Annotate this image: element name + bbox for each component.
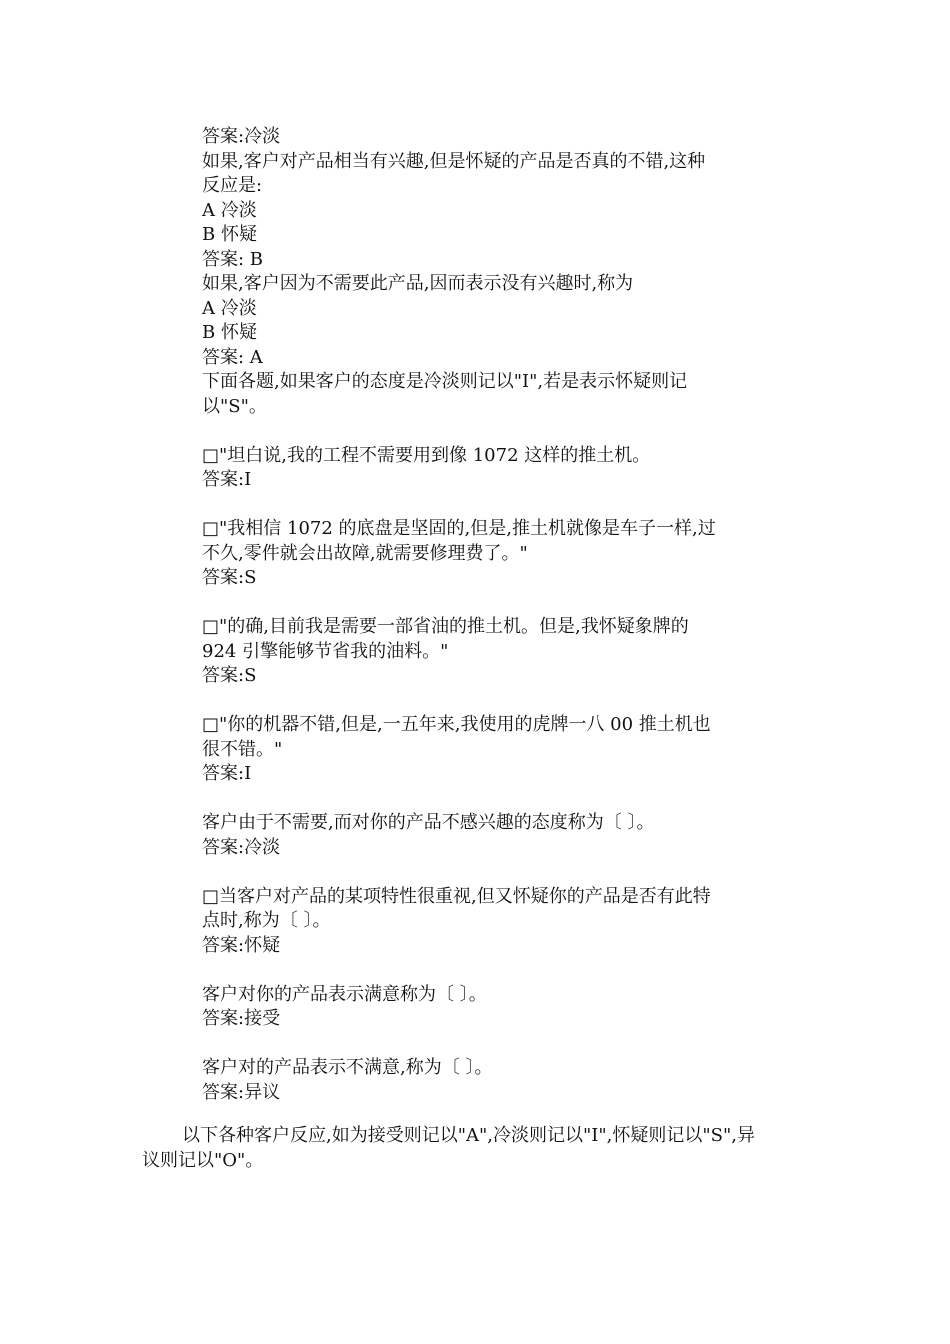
text-line: 很不错。"	[202, 738, 283, 760]
text-line: 答案: B	[202, 248, 264, 270]
text-line: □"我相信 1072 的底盘是坚固的,但是,推土机就像是车子一样,过	[202, 518, 716, 539]
text-line: 答案:接受	[202, 1008, 281, 1029]
text-line: 答案:S	[202, 567, 257, 588]
text-line: 反应是:	[202, 175, 263, 196]
text-line: 点时,称为〔 〕。	[202, 910, 331, 931]
text-line: 答案:I	[202, 469, 252, 490]
text-line: □"你的机器不错,但是,一五年来,我使用的虎牌一八 00 推土机也	[202, 714, 711, 735]
final-paragraph-line-2: 议则记以"O"。	[142, 1149, 264, 1171]
text-line: 答案:冷淡	[202, 836, 281, 858]
blank-line	[202, 689, 762, 714]
blank-line	[202, 860, 762, 885]
text-line: □"坦白说,我的工程不需要用到像 1072 这样的推土机。	[202, 444, 651, 466]
text-line: 答案:S	[202, 665, 257, 686]
blank-line	[202, 419, 762, 444]
text-line: □当客户对产品的某项特性很重视,但又怀疑你的产品是否有此特	[202, 885, 711, 907]
text-line: B 怀疑	[202, 224, 257, 245]
text-line: 客户对的产品表示不满意,称为〔 〕。	[202, 1057, 493, 1078]
text-line: 答案:异议	[202, 1081, 281, 1103]
text-line: 如果,客户对产品相当有兴趣,但是怀疑的产品是否真的不错,这种	[202, 150, 706, 172]
text-line: 不久,零件就会出故障,就需要修理费了。"	[202, 542, 528, 564]
blank-line	[202, 1032, 762, 1057]
blank-line	[202, 493, 762, 518]
text-line: □"的确,目前我是需要一部省油的推土机。但是,我怀疑象牌的	[202, 616, 689, 637]
text-line: 客户由于不需要,而对你的产品不感兴趣的态度称为〔 〕。	[202, 812, 655, 833]
text-line: 以"S"。	[202, 395, 267, 417]
blank-line	[202, 591, 762, 616]
text-line: 如果,客户因为不需要此产品,因而表示没有兴趣时,称为	[202, 273, 634, 294]
text-line: A 冷淡	[202, 297, 257, 319]
text-line: 客户对你的产品表示满意称为〔 〕。	[202, 983, 487, 1005]
text-line: 下面各题,如果客户的态度是冷淡则记以"I",若是表示怀疑则记	[202, 371, 688, 392]
text-line: 答案:怀疑	[202, 934, 281, 956]
question-block	[202, 125, 762, 1105]
blank-line	[202, 787, 762, 812]
blank-line	[202, 958, 762, 983]
text-line: 924 引擎能够节省我的油料。"	[202, 640, 449, 662]
text-line: B 怀疑	[202, 322, 257, 343]
text-line: A 冷淡	[202, 199, 257, 221]
final-paragraph-line-1: 以下各种客户反应,如为接受则记以"A",冷淡则记以"I",怀疑则记以"S",异	[182, 1125, 756, 1146]
text-line: 答案:I	[202, 763, 252, 784]
final-paragraph	[142, 1124, 822, 1173]
text-line: 答案:冷淡	[202, 126, 281, 147]
text-line: 答案: A	[202, 346, 263, 368]
